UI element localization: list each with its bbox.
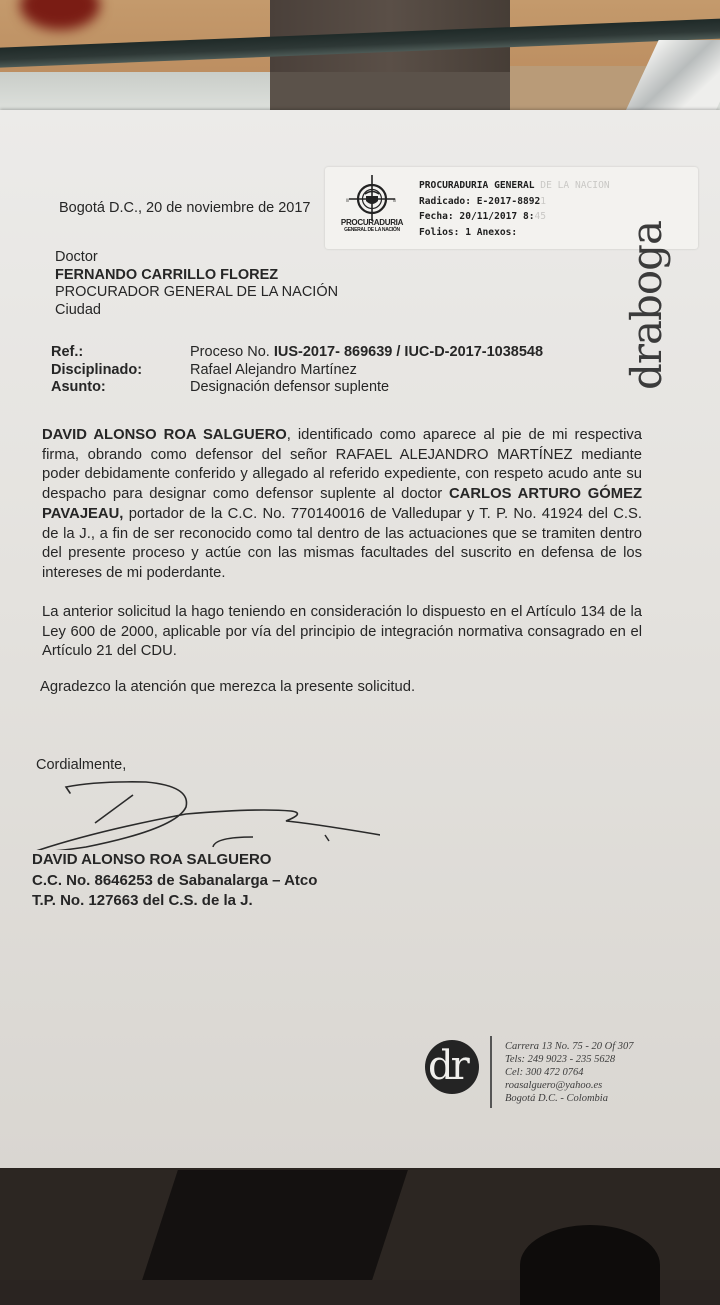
recipient-name: FERNANDO CARRILLO FLOREZ — [55, 266, 279, 283]
ref-row-disciplinado: Disciplinado: Rafael Alejandro Martínez — [51, 361, 357, 378]
footer-cell: Cel: 300 472 0764 — [505, 1067, 584, 1078]
background-shoe — [520, 1225, 660, 1305]
date-line: Bogotá D.C., 20 de noviembre de 2017 — [59, 200, 311, 216]
ref-row-process: Ref.: Proceso No. IUS-2017- 869639 / IUC-D-2017-1038548 — [51, 344, 544, 360]
letterhead-brand-vertical: draboga — [622, 220, 671, 390]
footer-contact-info — [505, 1040, 634, 1105]
footer-email: roasalguero@yahoo.es — [505, 1080, 603, 1091]
svg-text:|||: ||| — [393, 197, 397, 202]
svg-text:|||: ||| — [346, 197, 350, 202]
ref-row-asunto: Asunto: Designación defensor suplente — [51, 379, 390, 395]
stamp-radicado: Radicado: E-2017-88921 — [419, 195, 547, 207]
signer-block — [32, 850, 317, 912]
background-shadow — [142, 1170, 408, 1280]
recipient-city: Ciudad — [55, 301, 101, 318]
reference-block — [51, 344, 611, 397]
closing: Cordialmente, — [36, 757, 127, 773]
stamp-fecha: Fecha: 20/11/2017 8:45 — [419, 211, 547, 222]
footer-city: Bogotá D.C. - Colombia — [505, 1093, 608, 1104]
stamp-folios: Folios: 1 Anexos: — [419, 226, 518, 238]
recipient-block — [55, 249, 338, 319]
footer-divider — [490, 1036, 492, 1108]
signer-cc: C.C. No. 8646253 de Sabanalarga – Atco — [32, 871, 318, 889]
body-paragraph-2: La anterior solicitud la hago teniendo en consideración lo dispuesto en el Artículo 134 de la Ley 600 de 2000, aplicable por vía del principio de integración normativa consagrado en el Artículo 21 del CDU. — [42, 604, 642, 660]
letter-page — [0, 110, 720, 1168]
stamp-details — [419, 178, 610, 240]
footer-address: Carrera 13 No. 75 - 20 Of 307 — [505, 1041, 634, 1052]
signer-tp: T.P. No. 127663 del C.S. de la J. — [32, 892, 253, 909]
stamp-entity: PROCURADURIA GENERAL DE LA NACION — [419, 180, 610, 191]
recipient-title: PROCURADOR GENERAL DE LA NACIÓN — [55, 284, 339, 300]
dr-logo-icon: dr — [425, 1040, 479, 1094]
background-stand-reflection — [270, 72, 510, 114]
procuraduria-seal-text: PROCURADURIA GENERAL DE LA NACIÓN — [340, 218, 404, 233]
recipient-salutation: Doctor — [55, 249, 98, 265]
body-paragraph-1: DAVID ALONSO ROA SALGUERO, identificado como aparece al pie de mi respectiva firma, obrando como defensor del señor RAFAEL ALEJANDRO MARTÍNEZ mediante poder debidamente conferido y allegado al referido expediente, con respeto acudo ante su despacho para designar como defensor suplente al doctor CARLOS ARTURO GÓMEZ PAVAJEAU, portador de la C.C. No. 770140016 de Valledupar y T. P. No. 41924 del C.S. de la J., a fin de ser reconocido como tal dentro de las actuaciones que se tramiten dentro del presente proceso y actúe con las mismas facultades del suscrito en defensa de los intereses de mi poderdante. — [42, 427, 642, 581]
handwritten-signature — [30, 775, 380, 850]
signer-name: DAVID ALONSO ROA SALGUERO — [32, 851, 272, 868]
footer-phones: Tels: 249 9023 - 235 5628 — [505, 1054, 616, 1065]
body-paragraph-3: Agradezco la atención que merezca la presente solicitud. — [40, 679, 416, 695]
